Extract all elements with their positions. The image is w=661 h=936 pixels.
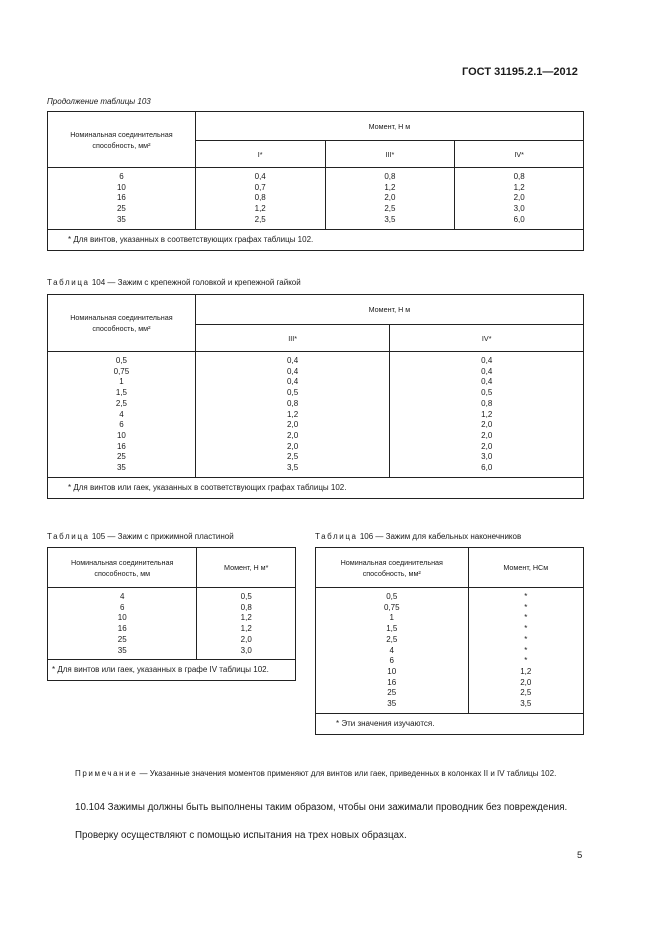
table-103-header-torque: Момент, Н м xyxy=(195,112,583,141)
table-cell-value: 25 xyxy=(117,634,127,644)
table-cell-value: 3,0 xyxy=(513,204,525,214)
table-cell-value: 1,2 xyxy=(481,409,493,419)
table-103-caption: Продолжение таблицы 103 xyxy=(47,97,151,106)
table-103-values-1 xyxy=(195,168,325,230)
table-cell-value: 1,2 xyxy=(240,624,252,634)
table-104-caption-text: 104 — Зажим с крепежной головкой и крепежной гайкой xyxy=(91,278,301,287)
document-code: ГОСТ 31195.2.1—2012 xyxy=(462,66,578,78)
table-103-footnote: * Для винтов, указанных в соответствующих графах таблицы 102. xyxy=(48,229,584,250)
table-cell-value: 10 xyxy=(116,182,126,192)
table-cell-value: 2,0 xyxy=(384,193,396,203)
table-cell-value: 6 xyxy=(119,420,124,430)
table-cell-value: 1,2 xyxy=(384,182,396,192)
table-cell-value: 2,0 xyxy=(520,677,532,687)
table-cell-value: 0,5 xyxy=(287,388,299,398)
table-105-header-torque: Момент, Н м* xyxy=(197,548,296,588)
table-cell-value: 1,2 xyxy=(287,409,299,419)
table-cell-value: 6 xyxy=(389,656,394,666)
table-cell-value: * xyxy=(524,656,528,666)
table-cell-value: 35 xyxy=(116,463,126,473)
table-105-values xyxy=(197,588,296,660)
table-cell-value: 2,5 xyxy=(254,214,266,224)
table-cell-value: 1 xyxy=(119,377,124,387)
table-cell-value: * xyxy=(524,602,528,612)
table-cell-value: 16 xyxy=(116,441,126,451)
table-104-caption xyxy=(47,278,301,287)
table-cell-value: 2,5 xyxy=(384,204,396,214)
table-103 xyxy=(47,111,584,251)
table-cell-value: 2,5 xyxy=(520,688,532,698)
table-cell-value: * xyxy=(524,624,528,634)
table-105-footnote: * Для винтов или гаек, указанных в графе IV таблицы 102. xyxy=(48,660,296,681)
table-cell-value: 35 xyxy=(117,645,127,655)
table-cell-value: 0,8 xyxy=(384,172,396,181)
table-cell-value: 6 xyxy=(120,602,125,612)
table-cell-value: 10 xyxy=(116,430,126,440)
table-cell-value: 6,0 xyxy=(513,214,525,224)
table-cell-value: 0,5 xyxy=(240,592,252,601)
table-cell-value: 2,0 xyxy=(287,441,299,451)
table-cell-value: 25 xyxy=(387,688,397,698)
table-cell-value: * xyxy=(524,645,528,655)
table-cell-value: 16 xyxy=(117,624,127,634)
table-104-caption-word: Таблица xyxy=(47,278,90,287)
table-cell-value: 1,2 xyxy=(240,613,252,623)
table-cell-value: 0,8 xyxy=(481,398,493,408)
table-cell-value: 2,0 xyxy=(481,441,493,451)
table-104-header-size: Номинальная соединительная способность, мм² xyxy=(48,295,196,352)
table-cell-value: 0,8 xyxy=(254,193,266,203)
table-cell-value: 1,2 xyxy=(513,182,525,192)
table-cell-value: 3,5 xyxy=(520,699,532,709)
table-106-caption xyxy=(315,532,521,541)
table-104-values-4 xyxy=(390,352,584,478)
table-cell-value: 0,4 xyxy=(254,172,266,181)
table-cell-value: 2,0 xyxy=(240,634,252,644)
table-cell-value: 3,0 xyxy=(481,452,493,462)
table-105-header-size: Номинальная соединительная способность, мм xyxy=(48,548,197,588)
table-cell-value: 16 xyxy=(387,677,397,687)
table-105-sizes xyxy=(48,588,197,660)
table-104-sizes xyxy=(48,352,196,478)
table-cell-value: 6,0 xyxy=(481,463,493,473)
table-103-header-col-1: I* xyxy=(195,141,325,168)
table-cell-value: 0,8 xyxy=(287,398,299,408)
table-cell-value: 0,5 xyxy=(481,388,493,398)
table-cell-value: 0,4 xyxy=(287,366,299,376)
table-cell-value: 0,75 xyxy=(113,366,130,376)
table-cell-value: * xyxy=(524,592,528,601)
table-cell-value: 0,7 xyxy=(254,182,266,192)
page-number: 5 xyxy=(577,850,583,861)
table-cell-value: 4 xyxy=(389,645,394,655)
table-cell-value: 1,2 xyxy=(254,204,266,214)
table-cell-value: 35 xyxy=(116,214,126,224)
table-cell-value: 2,0 xyxy=(513,193,525,203)
table-103-header-size: Номинальная соединительная способность, мм² xyxy=(48,112,196,168)
table-cell-value: 10 xyxy=(387,666,397,676)
table-cell-value: * xyxy=(524,613,528,623)
table-cell-value: 25 xyxy=(116,204,126,214)
table-106-footnote: * Эти значения изучаются. xyxy=(316,713,584,734)
table-cell-value: 0,75 xyxy=(383,602,400,612)
table-cell-value: 0,5 xyxy=(115,356,127,365)
table-104-header-col-4: IV* xyxy=(390,325,584,352)
table-cell-value: 0,5 xyxy=(386,592,398,601)
table-cell-value: 10 xyxy=(117,613,127,623)
table-cell-value: 2,5 xyxy=(287,452,299,462)
table-cell-value: 1 xyxy=(389,613,394,623)
table-cell-value: 35 xyxy=(387,699,397,709)
table-cell-value: 6 xyxy=(119,172,124,181)
table-106 xyxy=(315,547,584,735)
table-cell-value: * xyxy=(524,634,528,644)
table-106-sizes xyxy=(316,588,469,714)
table-cell-value: 0,4 xyxy=(481,366,493,376)
note-text: — Указанные значения моментов применяют для винтов или гаек, приведенных в колонках II и IV таблицы 102. xyxy=(139,769,557,778)
table-cell-value: 0,4 xyxy=(481,377,493,387)
table-105 xyxy=(47,547,296,681)
clause-10-104: 10.104 Зажимы должны быть выполнены таким образом, чтобы они зажимали проводник без повреждения. xyxy=(75,802,568,813)
table-106-header-torque: Момент, НСм xyxy=(468,548,583,588)
table-105-caption-word: Таблица xyxy=(47,532,90,541)
note xyxy=(47,767,587,781)
table-104-header-col-3: III* xyxy=(195,325,390,352)
table-103-values-3 xyxy=(325,168,455,230)
table-cell-value: 4 xyxy=(120,592,125,601)
table-cell-value: 2,0 xyxy=(481,420,493,430)
table-cell-value: 0,4 xyxy=(287,356,299,365)
table-cell-value: 2,0 xyxy=(287,430,299,440)
table-cell-value: 3,5 xyxy=(287,463,299,473)
table-cell-value: 0,8 xyxy=(513,172,525,181)
table-106-values xyxy=(468,588,583,714)
clause-check-text: Проверку осуществляют с помощью испытания на трех новых образцах. xyxy=(75,830,407,841)
table-cell-value: 1,2 xyxy=(520,666,532,676)
table-cell-value: 4 xyxy=(119,409,124,419)
table-103-sizes xyxy=(48,168,196,230)
table-cell-value: 1,5 xyxy=(115,388,127,398)
table-105-caption-text: 105 — Зажим с прижимной пластиной xyxy=(91,532,234,541)
table-104-footnote: * Для винтов или гаек, указанных в соответствующих графах таблицы 102. xyxy=(48,477,584,498)
table-cell-value: 25 xyxy=(116,452,126,462)
table-106-header-size: Номинальная соединительная способность, мм² xyxy=(316,548,469,588)
table-106-caption-word: Таблица xyxy=(315,532,358,541)
table-cell-value: 0,4 xyxy=(481,356,493,365)
table-cell-value: 1,5 xyxy=(386,624,398,634)
table-cell-value: 0,8 xyxy=(240,602,252,612)
table-104 xyxy=(47,294,584,499)
table-cell-value: 3,5 xyxy=(384,214,396,224)
table-cell-value: 3,0 xyxy=(240,645,252,655)
table-106-caption-text: 106 — Зажим для кабельных наконечников xyxy=(359,532,522,541)
table-cell-value: 2,0 xyxy=(481,430,493,440)
table-103-header-col-4: IV* xyxy=(455,141,584,168)
table-104-header-torque: Момент, Н м xyxy=(195,295,583,325)
note-label: Примечание xyxy=(75,769,138,778)
table-cell-value: 2,5 xyxy=(115,398,127,408)
table-cell-value: 2,0 xyxy=(287,420,299,430)
table-cell-value: 16 xyxy=(116,193,126,203)
table-cell-value: 0,4 xyxy=(287,377,299,387)
table-cell-value: 2,5 xyxy=(386,634,398,644)
table-104-values-3 xyxy=(195,352,390,478)
table-105-caption xyxy=(47,532,234,541)
table-103-values-4 xyxy=(455,168,584,230)
table-103-header-col-3: III* xyxy=(325,141,455,168)
